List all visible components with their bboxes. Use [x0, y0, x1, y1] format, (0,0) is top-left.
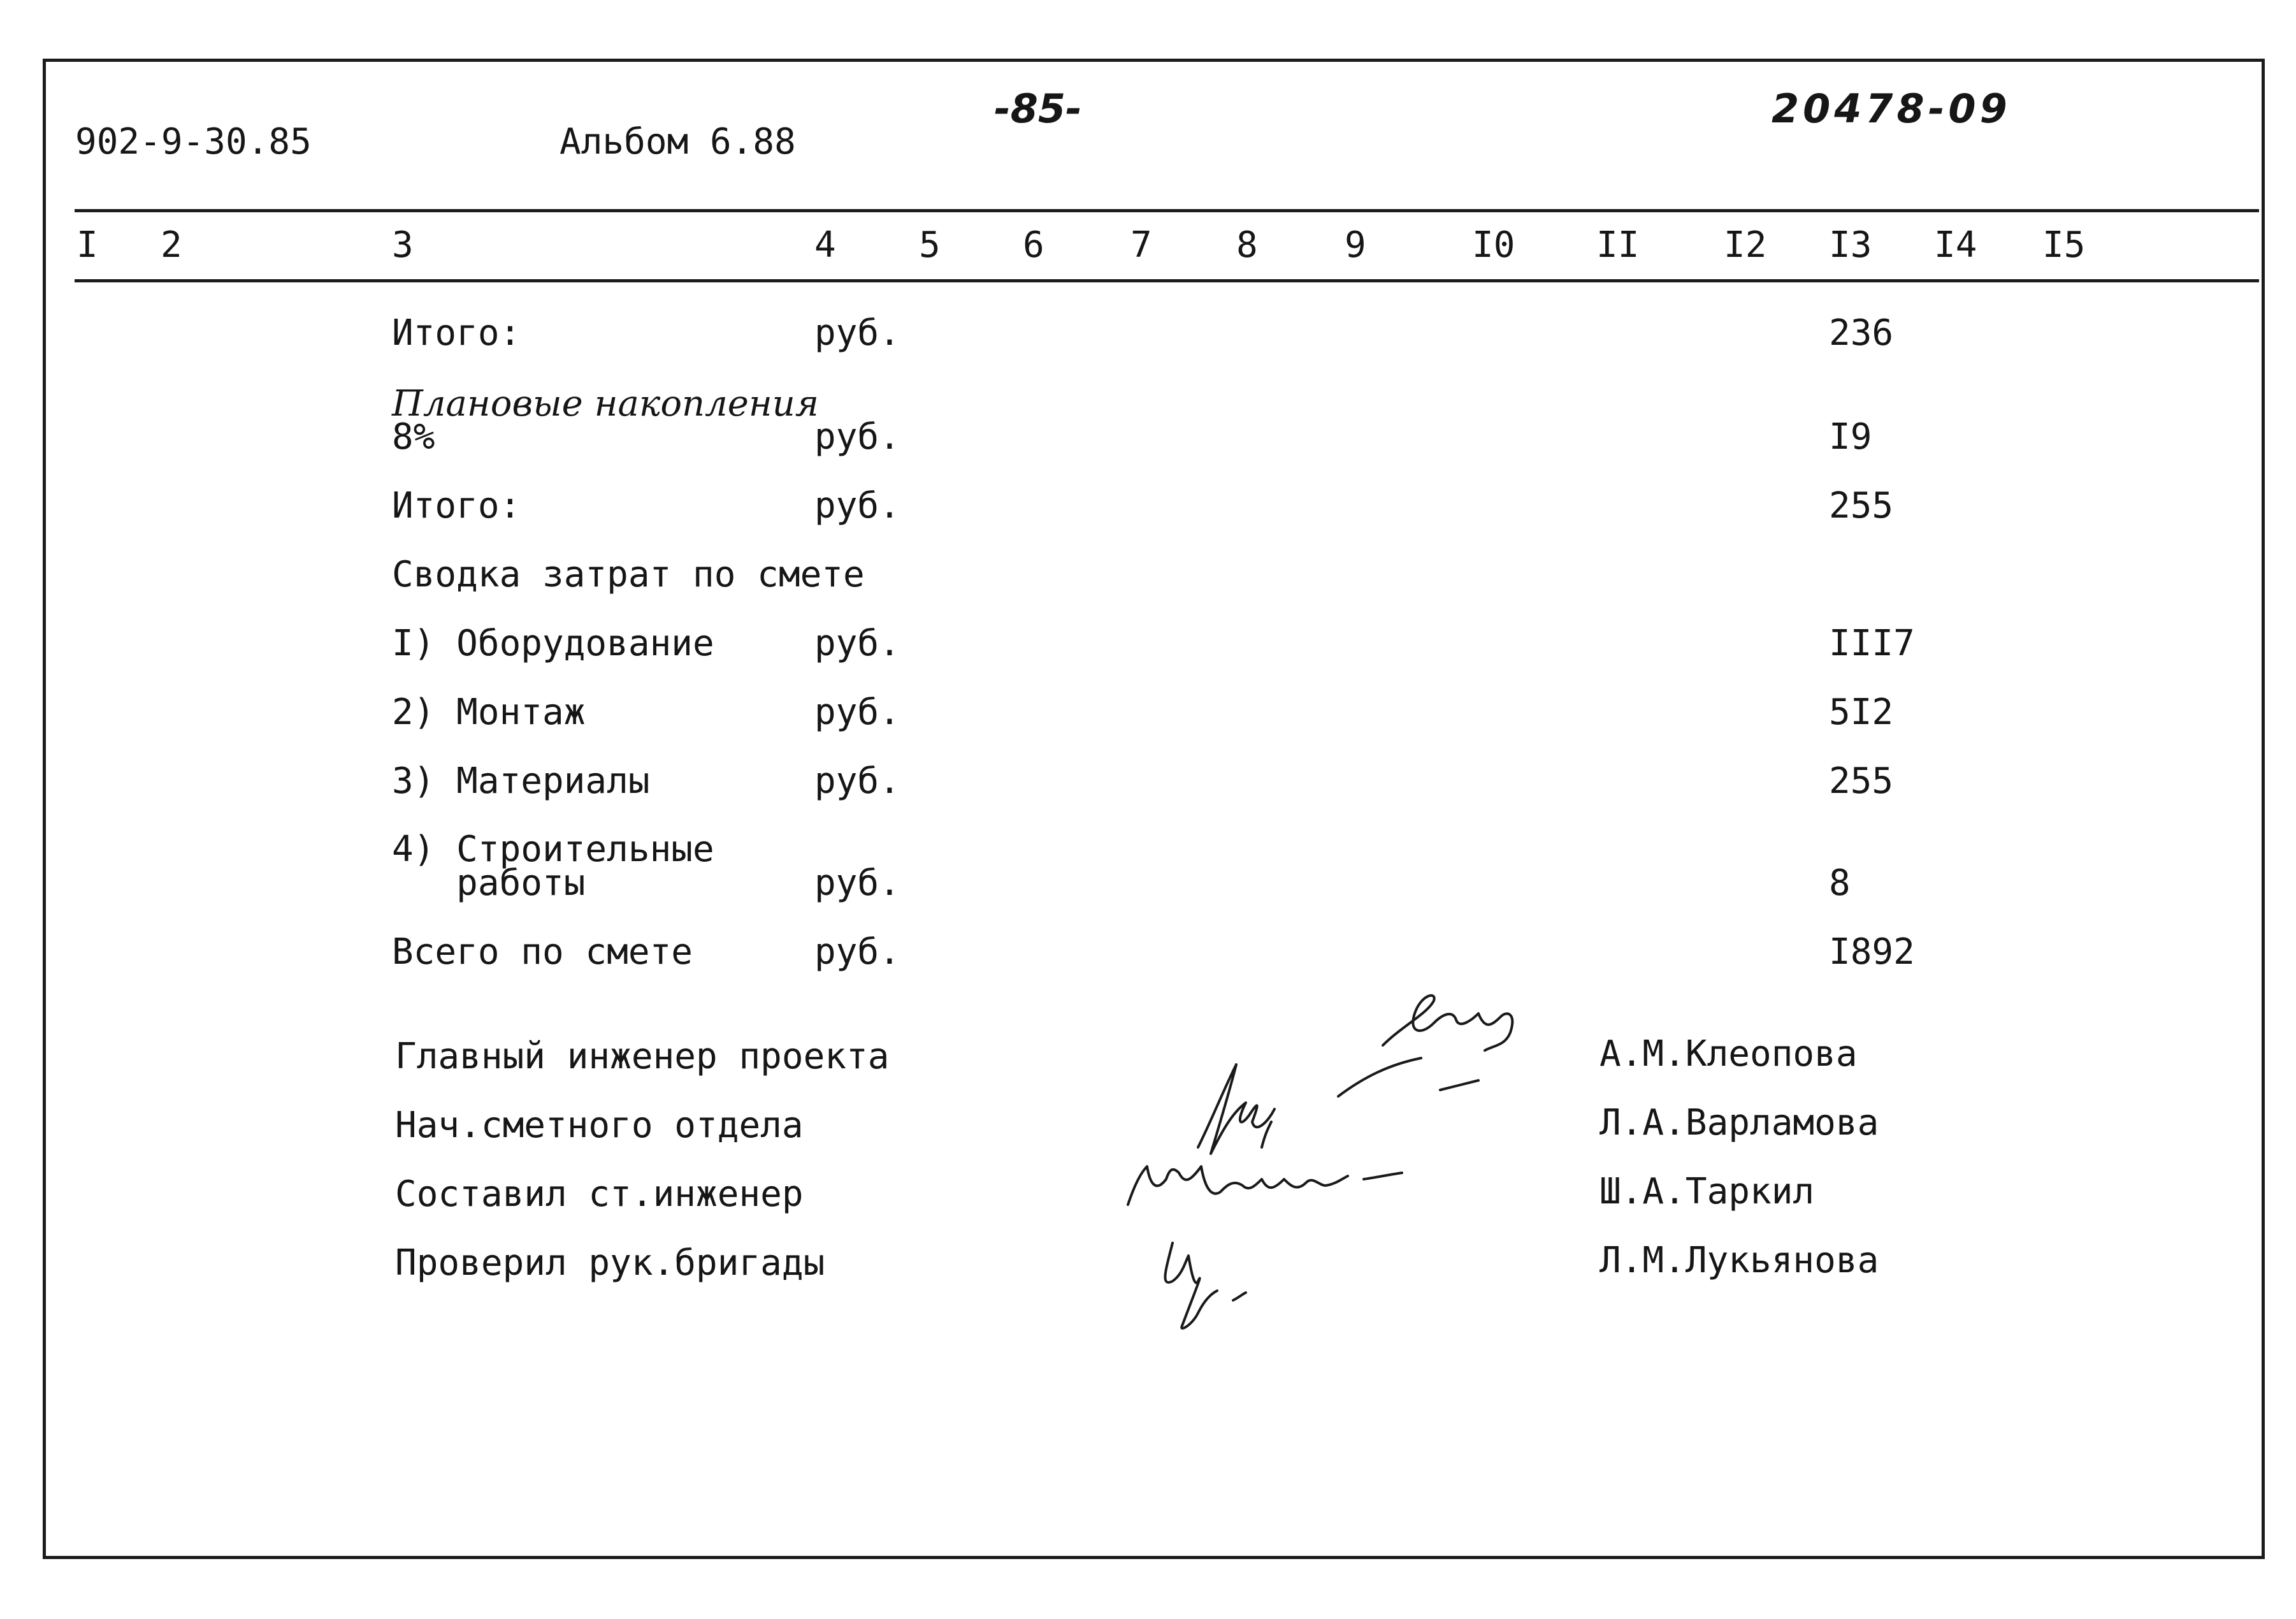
signature-chief-engineer: [1325, 975, 1542, 1103]
col-header-2: 2: [161, 224, 182, 266]
col-header-5: 5: [919, 224, 941, 266]
row-construction-label-cont: работы: [392, 862, 586, 904]
page-number: -85-: [994, 85, 1082, 132]
col-header-1: I: [76, 224, 98, 266]
col-header-6: 6: [1023, 224, 1044, 266]
signer-role-compiler: Составил ст.инженер: [395, 1173, 804, 1215]
row-planned-savings-value: I9: [1829, 416, 1872, 458]
col-header-9: 9: [1345, 224, 1366, 266]
row-equipment-value: III7: [1829, 623, 1915, 664]
row-total-label: Итого:: [392, 312, 521, 354]
row-equipment-unit: руб.: [814, 623, 900, 664]
signature-checker: [1147, 1230, 1274, 1339]
row-installation-label: 2) Монтаж: [392, 692, 586, 733]
album-label: Альбом 6.88: [560, 121, 796, 163]
col-header-13: I3: [1829, 224, 1872, 266]
col-header-7: 7: [1130, 224, 1152, 266]
row-construction-unit: руб.: [814, 862, 900, 904]
signer-name-checker: Л.М.Лукьянова: [1599, 1240, 1879, 1281]
col-header-3: 3: [392, 224, 414, 266]
row-planned-savings-percent: 8%: [392, 416, 435, 458]
inventory-number: 20478-09: [1772, 85, 2011, 132]
col-header-14: I4: [1934, 224, 1977, 266]
col-header-4: 4: [814, 224, 836, 266]
row-total-value: 236: [1829, 312, 1894, 354]
header-rule-bottom: [75, 279, 2259, 282]
row-grand-total-label: Всего по смете: [392, 931, 693, 973]
row-grand-total-unit: руб.: [814, 931, 900, 973]
col-header-12: I2: [1724, 224, 1767, 266]
col-header-15: I5: [2042, 224, 2086, 266]
signer-role-chief-engineer: Главный инженер проекта: [395, 1036, 890, 1077]
row-equipment-label: I) Оборудование: [392, 623, 714, 664]
row-materials-label: 3) Материалы: [392, 760, 650, 802]
signer-role-estimate-head: Нач.сметного отдела: [395, 1105, 804, 1146]
summary-heading: Сводка затрат по смете: [392, 554, 865, 595]
row-materials-unit: руб.: [814, 760, 900, 802]
row-planned-savings-unit: руб.: [814, 416, 900, 458]
signer-name-compiler: Ш.А.Таркил: [1599, 1171, 1815, 1212]
signer-role-checker: Проверил рук.бригады: [395, 1242, 825, 1284]
signature-compiler: [1122, 1141, 1408, 1224]
row-installation-value: 5I2: [1829, 692, 1894, 733]
col-header-8: 8: [1236, 224, 1258, 266]
header-rule-top: [75, 209, 2259, 212]
col-header-10: I0: [1472, 224, 1515, 266]
row-subtotal-label: Итого:: [392, 485, 521, 526]
doc-code: 902-9-30.85: [75, 121, 312, 163]
col-header-11: II: [1596, 224, 1640, 266]
row-total-unit: руб.: [814, 312, 900, 354]
row-materials-value: 255: [1829, 760, 1894, 802]
row-planned-savings-label: Плановые накопления: [392, 383, 819, 425]
row-installation-unit: руб.: [814, 692, 900, 733]
signer-name-estimate-head: Л.А.Варламова: [1599, 1102, 1879, 1143]
row-construction-label: 4) Строительные: [392, 829, 714, 870]
row-subtotal-unit: руб.: [814, 485, 900, 526]
row-subtotal-value: 255: [1829, 485, 1894, 526]
signer-name-chief-engineer: А.М.Клеопова: [1599, 1033, 1858, 1075]
row-grand-total-value: I892: [1829, 931, 1915, 973]
row-construction-value: 8: [1829, 862, 1851, 904]
